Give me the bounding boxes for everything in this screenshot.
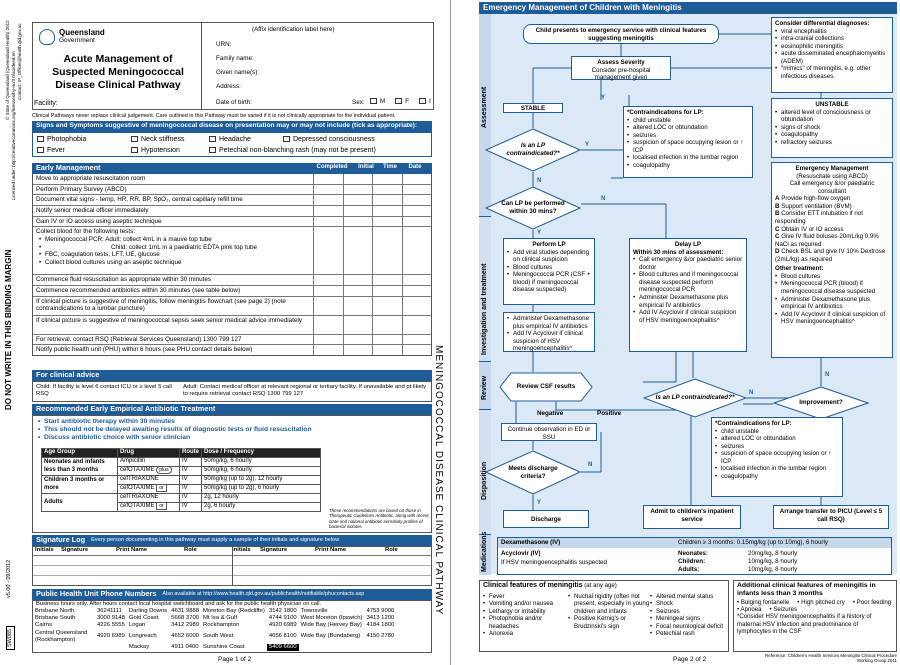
advice-adult: Adult: Contact medical officer at relevant regional or tertiary facility. If unavailable and pt likely to require retrieval contact RSQ 1300 799 127	[183, 384, 427, 398]
urn-field[interactable]: URN:	[216, 41, 232, 48]
admit-box: Admit to children's inpatient service	[643, 505, 741, 529]
early-row[interactable]: Gain IV or IO access using aseptic technique	[33, 217, 431, 228]
acyclovir-note: If HSV meningoencephalitis suspected	[501, 559, 607, 566]
discharge-box: Discharge	[503, 510, 589, 528]
early-row[interactable]: Commence fluid resuscitation as appropriate within 30 minutes	[33, 275, 431, 286]
sex-options	[370, 98, 431, 106]
antibiotic-bullets: • Start antibiotic therapy within 30 minutes • This should not be delayed awaiting results of diagnostic tests or fluid resuscitation • Discuss antibiotic choice with senior clinician	[33, 416, 431, 445]
discharge-criteria-decision: Meets discharge criteria?	[485, 450, 581, 495]
yes-label: Y	[537, 500, 542, 506]
improvement-decision: Improvement?	[773, 386, 869, 420]
contact-line: Contact: IP_Officer@health.qld.gov.au	[17, 23, 22, 100]
early-row[interactable]: Document vital signs - temp, HR, RR, BP, SpO₂, central capillary refill time	[33, 195, 431, 206]
administer-treatment-box: • Administer Dexamethasone plus empirical IV antibiotics • Add IV Acyclovir if clinical suspicion of HSV meningoencephalitis^	[503, 312, 595, 352]
flowchart-title: Emergency Management of Children with Meningitis	[479, 2, 897, 14]
infant-features-box: Additional clinical features of meningitis in infants less than 3 months • Bulging fontanelle • High pitched cry • Poor feeding • Apnoea • Seizures *Consider HSV meningoencephalitis if a history of maternal HSV infection and predominance of lymphocytes in the CSF	[733, 580, 897, 652]
address-field[interactable]: Address:	[216, 83, 241, 90]
sign-headache[interactable]: Headache	[209, 136, 251, 145]
disclaimer: Clinical Pathways never replace clinical judgement. Care outlined in this Pathway must be varied if it is not clinically appropriate for the individual patient.	[32, 113, 396, 119]
signature-log-table: Initials Signature Print Name Role Initials Signature Print Name Role	[32, 546, 432, 586]
sex-label: Sex:	[352, 99, 365, 106]
phu-table: Brisbane North 36241111 Darling Downs 4631 9888 Moreton Bay (Redcliffe) 3142 1800 Townsville 4753 9000 Brisbane South 3000 9148 Gold Coast 5668 3700 Mt Isa & Gulf 4744 9100 West Moreton (Ipswich) 3413 1200 Cairns 4226 5555 Logan 3412 2989 Rockhampton 4920 6989 Wide Bay (Hervey Bay) 4184 1800 Central Queensland (Rockhampton) 4920 6989 Longreach 4652 6000 South West 4656 8100 Wide Bay (Bundaberg) 4150 2780 Mackay 4911 0400 Sunshine Coast 5409 6600	[35, 607, 395, 650]
perform-lp-box: Perform LP • Add viral studies depending on clinical suspicion • Blood cultures • Meningococcal PCR (CSF + blood) if meningococcal disease suspected)	[503, 238, 595, 305]
early-row[interactable]: Notify senior medical officer immediately	[33, 206, 431, 217]
lp-contraindicated-decision: Is an LP contraindicated?*	[485, 128, 581, 172]
signature-log-heading: Signature Log Every person documenting in this pathway must supply a sample of their initials and signature below	[32, 535, 432, 546]
early-row-blood[interactable]: Collect blood for the following tests: • Meningococcal PCR: Adult: collect 4mL in a mauve top tube • Child: collect 1mL in a paediatric EDTA pink top tube • FBC, coagulation tests, LFT, UE, glucose • Collect blood cultures using an aseptic technique	[33, 227, 431, 275]
advice-child: Child: If facility is level 6 contact ICU or ≥ level 5 call RSQ	[36, 384, 172, 398]
neonates-dose: 20mg/kg, 8 hourly	[748, 550, 798, 557]
neonates-label: Neonates:	[678, 550, 708, 557]
sign-neck-stiffness[interactable]: Neck stiffness	[131, 136, 184, 145]
unstable-box: UNSTABLE • altered level of consciousness or obtundation • signs of shock • coagulopathy • refractory seizures	[771, 98, 893, 158]
stable-box: STABLE	[503, 103, 563, 113]
positive-label: Positive	[597, 410, 622, 417]
sign-fever[interactable]: Fever	[37, 147, 65, 156]
dexamethasone-label: Dexamethasone (IV)	[501, 539, 561, 546]
clinical-advice-heading: For clinical advice	[32, 370, 432, 381]
logo-sub: Government	[59, 37, 95, 44]
early-management-heading: Early Management Completed Initial Time Date	[32, 163, 432, 174]
early-row[interactable]: Notify public health unit (PHU) within 6 hours (see PHU contact details below)	[33, 345, 431, 355]
page-two	[450, 0, 900, 665]
no-label: N	[537, 178, 542, 184]
medications-box	[497, 537, 892, 575]
children-dose: 10mg/kg, 8 hourly	[748, 558, 798, 565]
sign-hypotension[interactable]: Hypotension	[131, 147, 180, 156]
logo-name: Queensland	[59, 28, 105, 37]
early-row[interactable]: If clinical picture is suggestive of meningococcal sepsis seek senior medical advice immediately	[33, 316, 431, 335]
start-box: Child presents to emergency service with clinical features suggesting meningitis	[523, 24, 719, 44]
patient-label-box	[202, 22, 434, 110]
license-line: Licensed under: http://creativecommons.org/licenses/by-nc/3.0/au/deed.en	[11, 51, 16, 200]
phu-heading: Public Health Unit Phone Numbers Also available at http://www.health.qld.gov.au/publichealth/notifiable/phucontacts.asp	[32, 589, 432, 600]
early-row[interactable]: Commence recommended antibiotics within 30 minutes (see table below)	[33, 286, 431, 297]
negative-label: Negative	[537, 410, 564, 417]
clinical-features-box: Clinical features of meningitis (at any age) • Fever • Vomiting and/or nausea • Lethargy or irritability • Photophobia and/or headaches • Anorexia • Nuchal rigidity (often not present, especially in young children and infants • Positive Kernig's or Brudzinski's sign • Altered mental status • Shock • Seizures • Meningeal signs • Focal neurological deficit • Petechial rash	[479, 580, 729, 652]
title-box	[32, 22, 202, 110]
yes-label: Y	[601, 95, 606, 101]
acyclovir-label: Acyclovir (IV)	[501, 550, 541, 557]
emergency-management-box: Emergency Management (Resuscitate using ABCD) Call emergency &/or paediatric consultant A Provide high-flow oxygen B Support ventilation (BVM) B Consider ETT intubation if not responding C Obtain IV or IO access C Give IV fluid boluses 20mL/kg 0.9% NaCl as required D Check BSL and give IV 10% Dextrose (2mL/kg) as required Other treatment: • Blood cultures • Meningococcal PCR (blood) if meningococcal disease suspected • Administer Dexamethasone plus empirical IV antibiotics • Add IV Acyclovir if clinical suspicion of HSV meningoencephalitis^	[771, 162, 893, 358]
early-row[interactable]: Perform Primary Survey (ABCD)	[33, 185, 431, 196]
sign-depressed-consciousness[interactable]: Depressed consciousness	[283, 136, 375, 145]
adults-label: Adults:	[678, 566, 700, 573]
contraindications-box-1: *Contraindications for LP: • child unstable • altered LOC or obtundation • seizures • suspicion of space occupying lesion or ↑ ICP • localised infection in the lumbar region • coagulopathy	[623, 106, 753, 178]
facility-field[interactable]: Facility:	[34, 100, 58, 107]
copyright-line: © State of Queensland (Queensland Health) 2012	[5, 20, 10, 120]
antibiotic-heading: Recommended Early Empirical Antibiotic Treatment	[32, 404, 432, 415]
antibiotic-table: Age Group Drug Route Dose / Frequency Neonates and infants less than 3 months Ampicillin IV 50mg/kg, 6 hourly cefOTAXIME plus IV 50mg/kg, 6 hourly Children 3 months or more cefTRIAXONE IV 50mg/kg (up to 2g), 12 hourly cefOTAXIME or IV 50mg/kg (up to 2g), 6 hourly Adults cefTRIAXONE IV 2g, 12 hourly cefOTAXIME or IV 2g, 6 hourly	[41, 448, 321, 512]
antibiotic-note: These recommendations are based on those in Therapeutic Guidelines Antibiotic, along with recent state and national antibiotic sensitivity profiles of bacterial isolates	[329, 508, 429, 530]
sex-i-checkbox[interactable]: I	[419, 98, 431, 106]
form-code: SW085	[6, 626, 15, 650]
phu-box	[32, 600, 432, 653]
assess-severity-box: Assess Severity Consider pre-hospital management given	[571, 56, 671, 80]
clinical-advice-box	[32, 381, 432, 402]
queensland-crest-icon	[39, 29, 55, 45]
continue-observation-box: Continue observation in ED or SSU	[501, 423, 597, 441]
lp-contraindicated-decision-2: Is an LP contraindicated?*	[643, 378, 747, 418]
children-label: Children:	[678, 558, 706, 565]
picu-transfer-box: Arrange transfer to PICU (Level ≤ 5 call RSQ)	[773, 505, 889, 529]
early-row[interactable]: Move to appropriate resuscitation room	[33, 174, 431, 185]
no-label: N	[749, 390, 754, 396]
phase-assessment: Assessment	[481, 86, 488, 128]
yes-label: Y	[585, 142, 590, 148]
binding-margin-note: DO NOT WRITE IN THIS BINDING MARGIN	[4, 249, 13, 410]
family-name-field[interactable]: Family name:	[216, 55, 254, 62]
sign-photophobia[interactable]: Photophobia	[37, 136, 86, 145]
given-names-field[interactable]: Given name(s):	[216, 69, 260, 76]
no-label: N	[825, 372, 830, 378]
sex-m-checkbox[interactable]: M	[370, 98, 385, 106]
dexamethasone-dose: Children ≥ 3 months: 0.15mg/kg (up to 10mg), 6 hourly	[678, 539, 828, 546]
phase-review: Review	[481, 375, 488, 400]
adults-dose: 10mg/kg, 8 hourly	[748, 566, 798, 573]
page-number-1: Page 1 of 2	[218, 656, 252, 663]
signs-box	[32, 132, 432, 157]
page-title: Acute Management of Suspected Meningococcal Disease Clinical Pathway	[52, 53, 184, 92]
version-label: v5.00 - 09/2012	[6, 559, 12, 598]
sign-petechial-rash[interactable]: Petechial non-blanching rash (may not be present)	[209, 147, 376, 156]
phase-disposition: Disposition	[481, 461, 488, 500]
antibiotic-box	[32, 415, 432, 533]
lp-30-mins-decision: Can LP be performed within 30 mins?	[485, 186, 581, 230]
dob-field[interactable]: Date of birth:	[216, 99, 253, 106]
phase-investigation: Investigation and treatment	[481, 263, 488, 355]
differential-diagnoses-box: Consider differential diagnoses: • viral encephalitis • intra-cranial collections • eosinophilic meningitis • acute disseminated encephalomyelitis (ADEM) • "mimics" of meningitis, e.g. other infectious diseases.	[771, 17, 893, 93]
yes-label: Y	[537, 230, 542, 236]
phu-note: Business hours only. After hours contact local hospital switchboard and ask for the public health physician on call.	[36, 601, 322, 607]
signs-heading: Signs and Symptoms suggestive of meningococcal disease on presentation may or may not include (tick as appropriate):	[32, 121, 432, 132]
no-label: N	[588, 462, 593, 468]
contraindications-box-2: *Contraindications for LP: • child unstable • altered LOC or obtundation • seizures • suspicion of space occupying lesion or ↑ ICP • localised infection in the lumbar region • coagulopathy	[711, 417, 843, 497]
side-title: MENINGOCOCCAL DISEASE CLINICAL PATHWAY	[433, 345, 444, 616]
delay-lp-box: Delay LP Within 30 mins of assessment: • Call emergency &/or paediatric senior doctor • Blood cultures and if meningococcal disease suspected perform meningococcal PCR • Administer Dexamethasone plus empirical IV antibiotics • Add IV Acyclovir if clinical suspicion of HSV meningoencephalitis^	[629, 238, 747, 352]
page-number-2: Page 2 of 2	[673, 656, 707, 663]
sex-f-checkbox[interactable]: F	[395, 98, 409, 106]
early-row[interactable]: If clinical picture is suggestive of meningitis, follow meningitis flowchart (see page 2) (note contraindications to a lumbar puncture)	[33, 297, 431, 316]
early-row[interactable]: For retrieval, contact RSQ (Retrieval Services Queensland) 1300 799 127	[33, 335, 431, 346]
early-management-list	[32, 174, 432, 356]
reference-note: Reference: Children's Health Services Meningitis Clinical Procedure Working Group 2011	[765, 653, 897, 664]
no-label: N	[601, 196, 606, 202]
affix-label: (Affix identification label here)	[252, 26, 335, 33]
review-csf-box: Review CSF results	[499, 372, 593, 402]
phase-medications: Medications	[481, 531, 488, 572]
